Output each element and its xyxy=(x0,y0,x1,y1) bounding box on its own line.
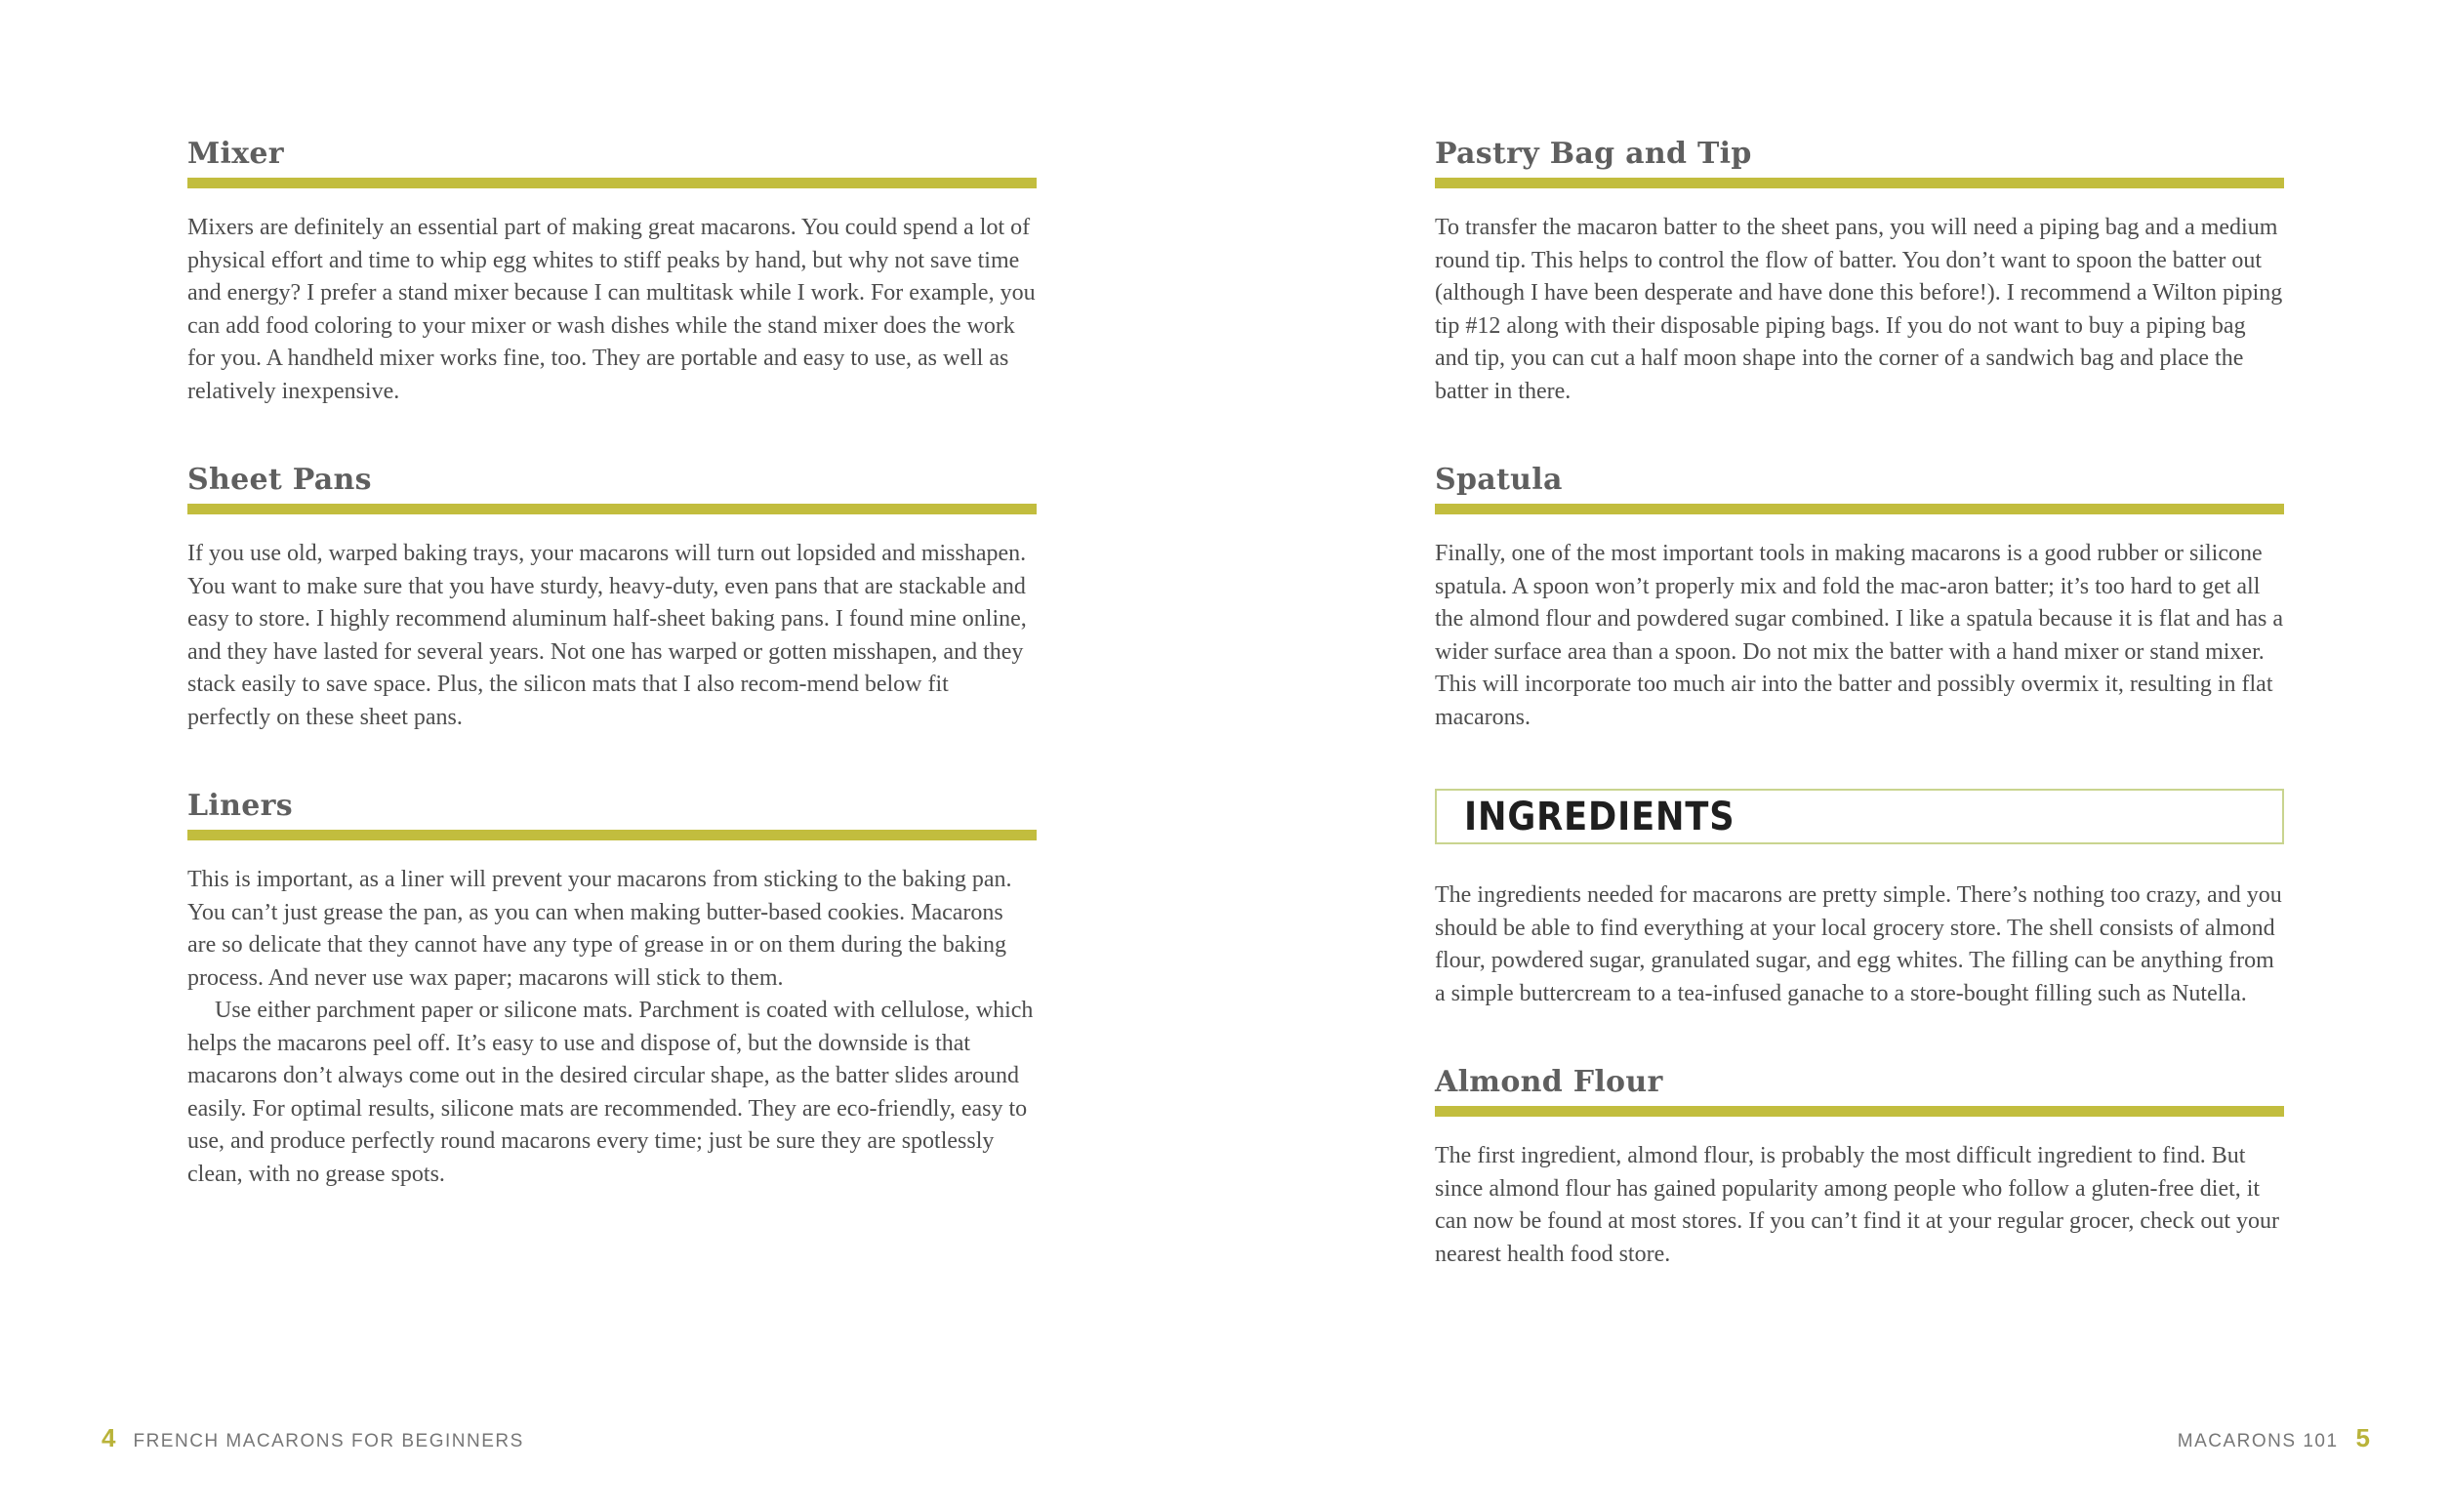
section-body-almond-flour: The first ingredient, almond flour, is probably the most difficult ingredient to find. But since almond flour has gained popularity among people who follow a gluten-free diet, it can now be found at most stores. If you can’t find it at your regular grocer, check out your nearest health food store. xyxy=(1435,1143,2279,1267)
heading-underline xyxy=(1435,504,2284,514)
section-body-liners-paragraph-2: Use either parchment paper or silicone mats. Parchment is coated with cellulose, which helps the macarons peel off. It’s easy to use and dispose of, but the downside is that macarons don’t always come out in the desired circular shape, as the batter slides around easily. For optimal results, silicone mats are recommended. They are eco-friendly, easy to use, and produce perfectly round macarons every time; just be sure they are spotlessly clean, with no grease spots. xyxy=(187,998,1034,1187)
section-body-spatula: Finally, one of the most important tools in making macarons is a good rubber or silicone spatula. A spoon won’t properly mix and fold the mac-aron batter; it’s too hard to get all the almond flour and powdered sugar combined. I like a spatula because it is flat and has a wider surface area than a spoon. Do not mix the batter with a hand mixer or stand mixer. This will incorporate too much air into the batter and possibly overmix it, resulting in flat macarons. xyxy=(1435,541,2284,730)
section-heading-pastry-bag: Pastry Bag and Tip xyxy=(1435,137,1752,171)
section-liners xyxy=(187,789,1037,1191)
section-ingredients xyxy=(1435,789,2284,1010)
heading-underline xyxy=(187,504,1037,514)
left-page-column xyxy=(187,137,1037,1246)
section-pastry-bag xyxy=(1435,137,2284,408)
section-heading-almond-flour: Almond Flour xyxy=(1435,1065,1663,1099)
right-page-column xyxy=(1435,137,2284,1326)
ingredients-heading-box xyxy=(1435,789,2284,844)
right-page-number: 5 xyxy=(2355,1423,2370,1452)
section-body-ingredients: The ingredients needed for macarons are pretty simple. There’s nothing too crazy, and you should be able to find everything at your local grocery store. The shell consists of almond flour, powdered sugar, granulated sugar, and egg whites. The filling can be anything from a simple buttercream to a tea-infused ganache to a store-bought filling such as Nutella. xyxy=(1435,882,2282,1006)
section-heading-liners: Liners xyxy=(187,789,293,823)
ingredients-heading: INGREDIENTS xyxy=(1464,794,1735,839)
left-page-footer xyxy=(102,1423,524,1453)
section-mixer xyxy=(187,137,1037,408)
section-heading-spatula: Spatula xyxy=(1435,463,1563,497)
section-body-mixer: Mixers are definitely an essential part of making great macarons. You could spend a lot of physical effort and time to whip egg whites to stiff peaks by hand, but why not save time and energy? I prefer a stand mixer because I can multitask while I work. For example, you can add food coloring to your mixer or wash dishes while the stand mixer does the work for you. A handheld mixer works fine, too. They are portable and easy to use, as well as relatively inexpensive. xyxy=(187,215,1036,404)
right-running-title: MACARONS 101 xyxy=(2177,1431,2339,1451)
section-body-sheet-pans: If you use old, warped baking trays, your macarons will turn out lopsided and misshapen. You want to make sure that you have sturdy, heavy-duty, even pans that are stackable and easy to store. I highly recommend aluminum half-sheet baking pans. I found mine online, and they have lasted for several years. Not one has warped or gotten misshapen, and they stack easily to save space. Plus, the silicon mats that I also recom-mend below fit perfectly on these sheet pans. xyxy=(187,541,1027,730)
heading-underline xyxy=(1435,178,2284,188)
right-page-footer xyxy=(2178,1423,2370,1453)
section-spatula xyxy=(1435,463,2284,734)
left-page-number: 4 xyxy=(102,1423,116,1452)
section-heading-sheet-pans: Sheet Pans xyxy=(187,463,372,497)
section-body-pastry-bag: To transfer the macaron batter to the sheet pans, you will need a piping bag and a medium round tip. This helps to control the flow of batter. You don’t want to spoon the batter out (although I have been desperate and have done this before!). I recommend a Wilton piping tip #12 along with their disposable piping bags. If you do not want to buy a piping bag and tip, you can cut a half moon shape into the corner of a sandwich bag and place the batter in there. xyxy=(1435,215,2283,404)
section-heading-mixer: Mixer xyxy=(187,137,284,171)
heading-underline xyxy=(1435,1106,2284,1117)
section-body-liners-paragraph-1: This is important, as a liner will prevent your macarons from sticking to the baking pan. You can’t just grease the pan, as you can when making butter-based cookies. Macarons are so delicate that they cannot have any type of grease in or on them during the baking process. And never use wax paper; macarons will stick to them. xyxy=(187,867,1012,991)
section-sheet-pans xyxy=(187,463,1037,734)
heading-underline xyxy=(187,178,1037,188)
left-running-title: FRENCH MACARONS FOR BEGINNERS xyxy=(133,1431,524,1451)
heading-underline xyxy=(187,830,1037,840)
section-almond-flour xyxy=(1435,1065,2284,1271)
